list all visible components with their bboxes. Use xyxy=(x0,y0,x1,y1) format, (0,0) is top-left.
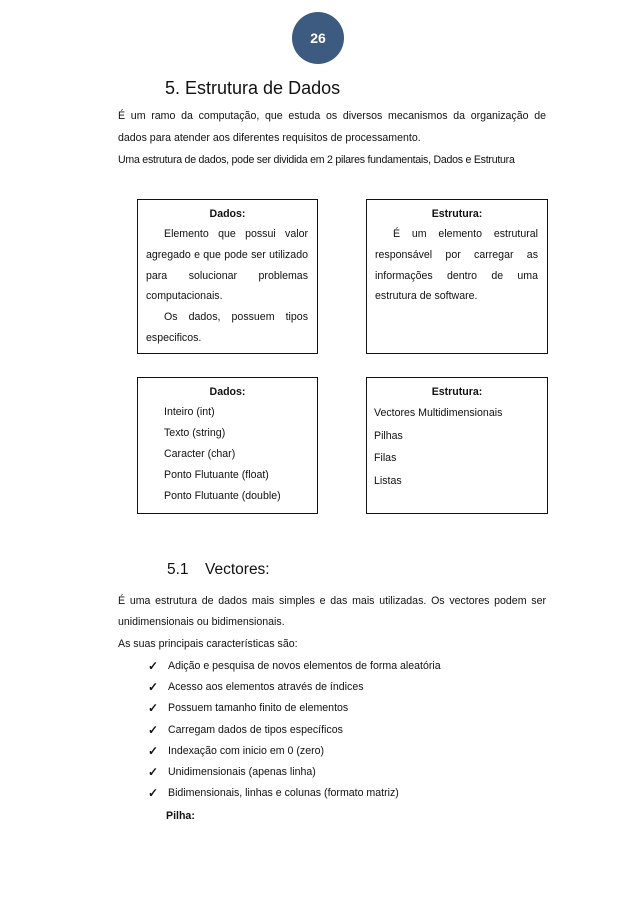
dados-definition-text: Elemento que possui valor agregado e que pode ser utilizado para solucionar problemas computacionais. xyxy=(146,228,308,303)
list-item: Filas xyxy=(374,452,397,464)
checkmark-icon: ✓ xyxy=(148,765,159,780)
subsection-number: 5.1 xyxy=(167,561,189,578)
vectores-para-3: As suas principais características são: xyxy=(118,638,298,650)
pilha-heading: Pilha: xyxy=(166,810,195,822)
list-item: ✓ Indexação com inicio em 0 (zero) xyxy=(148,741,441,762)
checkmark-icon: ✓ xyxy=(148,786,159,801)
list-item: Texto (string) xyxy=(164,427,226,439)
characteristics-list xyxy=(148,656,441,804)
list-item: ✓ Possuem tamanho finito de elementos xyxy=(148,698,441,719)
estrutura-definition-text: É um elemento estrutural responsável por carregar as informações dentro de uma estrutura de software. xyxy=(375,228,538,303)
checkmark-icon: ✓ xyxy=(148,680,159,695)
section-title: 5. Estrutura de Dados xyxy=(165,78,341,98)
list-item: ✓ Adição e pesquisa de novos elementos de forma aleatória xyxy=(148,656,441,677)
checkmark-icon: ✓ xyxy=(148,722,159,737)
checkmark-icon: ✓ xyxy=(148,659,159,673)
checkmark-icon: ✓ xyxy=(148,701,159,716)
dados-types-list xyxy=(138,402,317,507)
intro-line-2: dados para atender aos diferentes requisitos de processamento. xyxy=(118,132,421,144)
estrutura-definition-box xyxy=(366,199,548,354)
subsection-title xyxy=(167,561,270,579)
subsection-title-text: Vectores: xyxy=(205,561,270,578)
vectores-para-1: É uma estrutura de dados mais simples e das mais utilizadas. Os vectores podem ser xyxy=(118,595,546,607)
page-number-badge: 26 xyxy=(292,12,344,64)
intro-line-3: Uma estrutura de dados, pode ser dividida em 2 pilares fundamentais, Dados e Estrutura xyxy=(118,154,515,166)
list-item: ✓ Acesso aos elementos através de índices xyxy=(148,677,441,698)
dados-types-box xyxy=(137,377,318,514)
list-item: Pilhas xyxy=(374,429,403,442)
list-item: ✓ Bidimensionais, linhas e colunas (formato matriz) xyxy=(148,783,441,804)
list-item: Ponto Flutuante (float) xyxy=(164,469,269,481)
dados-definition-box xyxy=(137,199,318,354)
list-item: Caracter (char) xyxy=(164,448,236,460)
dados-types-note: Os dados, possuem tipos especificos. xyxy=(146,311,308,344)
list-item: Vectores Multidimensionais xyxy=(374,407,503,419)
estrutura-definition-title: Estrutura: xyxy=(431,208,483,220)
intro-line-1: É um ramo da computação, que estuda os diversos mecanismos da organização de xyxy=(118,110,546,122)
list-item: Inteiro (int) xyxy=(164,406,215,418)
list-item: ✓ Unidimensionais (apenas linha) xyxy=(148,762,441,783)
estrutura-types-title: Estrutura: xyxy=(431,386,483,398)
list-item: ✓ Carregam dados de tipos específicos xyxy=(148,720,441,741)
dados-definition-title: Dados: xyxy=(209,208,246,220)
vectores-para-2: unidimensionais ou bidimensionais. xyxy=(118,616,285,628)
estrutura-types-list xyxy=(367,402,547,492)
estrutura-types-box xyxy=(366,377,548,514)
dados-types-title: Dados: xyxy=(209,386,246,398)
list-item: Ponto Flutuante (double) xyxy=(164,490,281,502)
checkmark-icon: ✓ xyxy=(148,743,159,758)
list-item: Listas xyxy=(374,474,402,487)
